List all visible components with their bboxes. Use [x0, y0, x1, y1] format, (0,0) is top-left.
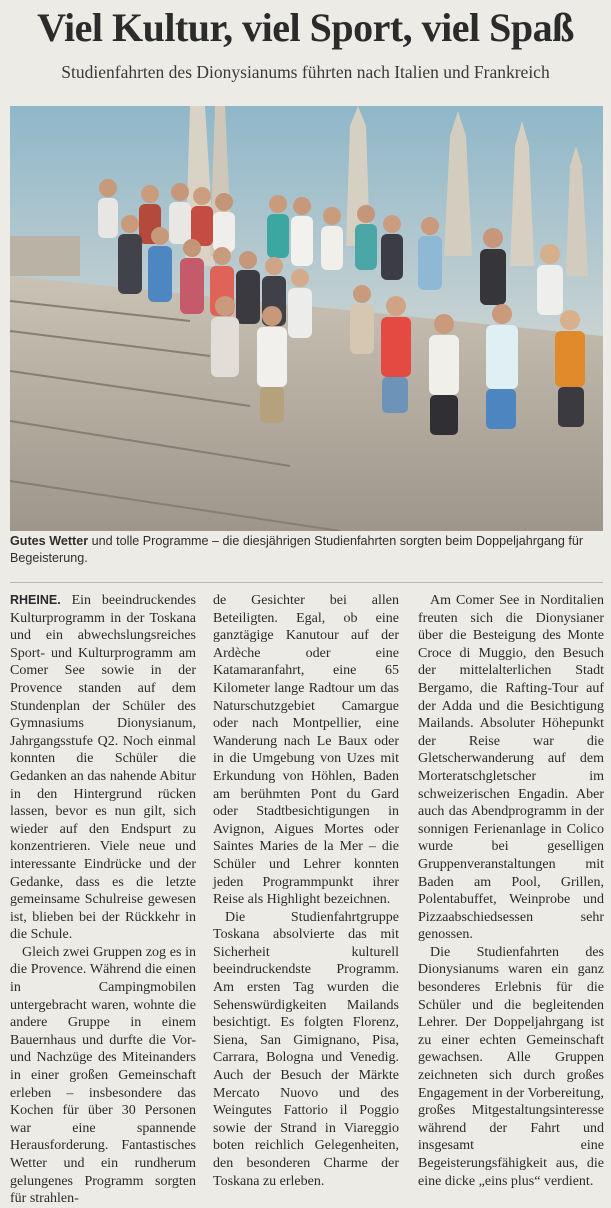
group-photo	[10, 106, 603, 531]
dateline: RHEINE.	[10, 593, 61, 607]
headline: Viel Kultur, viel Sport, viel Spaß	[37, 5, 574, 50]
paragraph: Gleich zwei Gruppen zog es in die Provence. Während die einen in Campingmobilen untergebracht waren, wohnte die andere Gruppe in einem Bauernhaus und durfte die Vor- und Nachzüge des Miteinanders in einer großen Gemeinschaft erleben – insbesondere das Kochen für über 30 Personen war eine spannende Herausforderung. Fantastisches Wetter und ein rundherum gelungenes Programm sorgten für strahlen-	[10, 944, 196, 1207]
paragraph: Am Comer See in Norditalien freuten sich die Dionysianer über die Besteigung des Monte Croce di Muggio, den Besuch der mittelalterlichen Stadt Bergamo, die Rafting-Tour auf der Adda und die Besichtigung Mailands. Absoluter Höhepunkt der Reise war die Gletscherwanderung auf dem Morteratschgletscher im schweizerischen Engadin. Aber auch das Abendprogramm in der sonnigen Ferienanlage in Colico wurde bei geselligen Gruppenveranstaltungen mit Baden am Pool, Grillen, Polentabuffet, Weinprobe und Pizzaabschiedsessen sehr genossen.	[418, 593, 604, 943]
caption-divider	[10, 582, 603, 583]
paragraph: Die Studienfahrten des Dionysianums waren ein ganz besonderes Erlebnis für die Schüler und die begleitenden Lehrer. Der Doppeljahrgang ist zu einer echten Gemeinschaft gewachsen. Alle Gruppen zeichneten sich durch großes Engagement in der Vorbereitung, großes Mitgestaltungsinteresse während der Fahrt und insgesamt eine Begeisterungsfähigkeit aus, die eine dicke „eins plus“ verdient.	[418, 944, 604, 1189]
caption-lead: Gutes Wetter	[10, 534, 89, 548]
paragraph	[10, 592, 196, 944]
caption-text: und tolle Programme – die diesjährigen Studienfahrten sorgten beim Doppeljahrgang für Begeisterung.	[10, 534, 584, 565]
paragraph: de Gesichter bei allen Beteiligten. Egal, ob eine ganztägige Kanutour auf der Ardèche oder eine Katamaranfahrt, eine 65 Kilometer lange Radtour um das Naturschutzgebiet Camargue oder nach Montpellier, eine Wanderung nach Le Baux oder in die Umgebung von Uzes mit Erkundung von Höhlen, Baden am berühmten Pont du Gard oder Stadtbesichtigungen in Avignon, Aigues Mortes oder Saintes Maries de la Mer – die Schüler und Lehrer konnten jeden Programmpunkt ihrer Reise als Highlight bezeichnen.	[213, 593, 399, 908]
article-column-1	[10, 592, 196, 1208]
paragraph: Die Studienfahrtgruppe Toskana absolvierte das mit Sicherheit kulturell beeindruckendste Programm. Am ersten Tag wurden die Sehenswürdigkeiten Mailands besichtigt. Es folgten Florenz, Siena, San Gimignano, Pisa, Carrara, Bologna und Venedig. Auch der Besuch der Märkte Mercato Nuovo und des Weingutes Fattorio il Poggio sowie der Strand in Viareggio boten reichlich Gelegenheiten, den besonderen Charme der Toskana zu erleben.	[213, 909, 399, 1189]
article-column-3	[418, 592, 604, 1190]
photo-caption	[10, 533, 603, 567]
article-column-2	[213, 592, 399, 1190]
subheadline: Studienfahrten des Dionysianums führten nach Italien und Frankreich	[61, 62, 550, 82]
paragraph-text: Ein beeindruckendes Kulturprogramm in der Toskana und ein abwechslungsreiches Sport- und Kulturprogramm am Comer See sowie in der Provence standen auf dem Stundenplan der Schüler des Gymnasiums Dionysianum, Jahrgangsstufe Q2. Noch einmal konnten die Schüler die Gedanken an das nahende Abitur in den Hintergrund rücken lassen, bevor es nun gilt, sich wieder auf den Endspurt zu konzentrieren. Viele neue und interessante Eindrücke und der Gedanke, dass es die letzte gemeinsame Schulreise gewesen ist, blieben bei der Rückkehr in die Schule.	[10, 593, 196, 943]
